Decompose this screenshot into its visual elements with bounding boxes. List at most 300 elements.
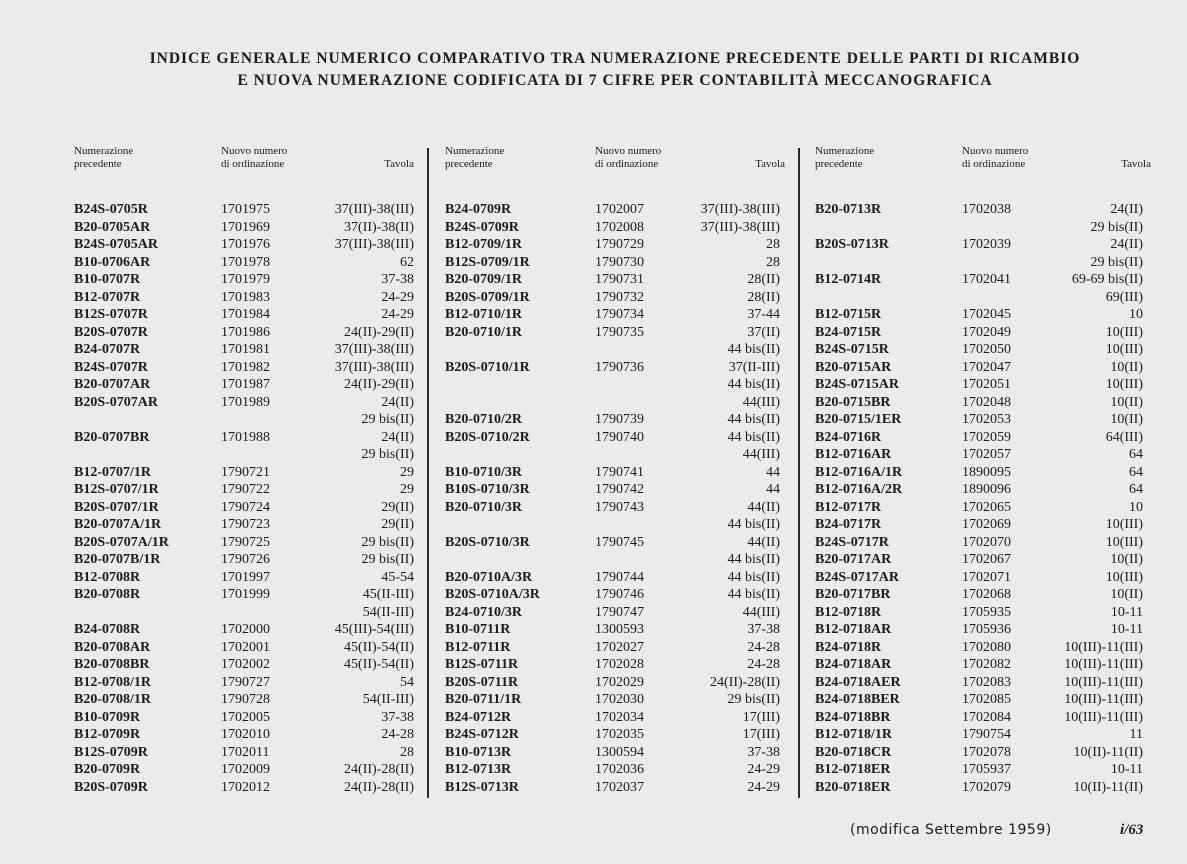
tavola-ref: 44 bis(II) xyxy=(727,552,780,567)
new-order-number: 1701979 xyxy=(221,272,270,287)
tavola-ref: 28(II) xyxy=(747,289,780,305)
table-row xyxy=(815,481,1152,499)
tavola-ref: 10(II) xyxy=(1110,552,1143,567)
previous-number: B12-0716A/2R xyxy=(815,482,903,497)
table-row xyxy=(815,429,1152,447)
table-row xyxy=(815,709,1152,727)
tavola-ref: 37-38 xyxy=(381,272,414,287)
previous-number: B24-0718AER xyxy=(815,674,901,690)
table-row xyxy=(74,324,419,342)
new-order-number: 1701981 xyxy=(221,342,270,357)
tavola-ref: 29 bis(II) xyxy=(361,447,414,462)
tavola-ref: 62 xyxy=(400,254,414,270)
tavola-ref: 29 bis(II) xyxy=(361,412,414,427)
tavola-ref: 10(III) xyxy=(1105,324,1143,340)
table-row xyxy=(445,236,785,254)
new-order-number: 1705937 xyxy=(962,762,1011,777)
tavola-ref: 24(II) xyxy=(381,394,414,410)
new-order-number: 1701989 xyxy=(221,394,270,410)
new-order-number: 1702083 xyxy=(962,674,1011,690)
tavola-ref: 28 xyxy=(766,237,780,252)
table-row xyxy=(74,779,419,797)
previous-number: B24S-0709R xyxy=(445,219,519,235)
header-new-line-2: di ordinazione xyxy=(595,158,659,170)
new-order-number: 1702041 xyxy=(962,272,1011,287)
new-order-number: 1702085 xyxy=(962,692,1011,707)
table-row xyxy=(445,289,785,307)
table-row xyxy=(815,604,1152,622)
table-row xyxy=(815,551,1152,569)
table-row xyxy=(445,306,785,324)
table-row xyxy=(74,744,419,762)
previous-number: B10S-0710/3R xyxy=(445,482,530,497)
new-order-number: 1702049 xyxy=(962,324,1011,340)
table-row xyxy=(74,236,419,254)
new-order-number: 1702027 xyxy=(595,639,644,655)
header-prev-line-1: Numerazione xyxy=(815,145,875,157)
previous-number: B20-0707BR xyxy=(74,429,150,445)
table-row xyxy=(445,779,785,797)
table-row xyxy=(74,691,419,709)
tavola-ref: 45(II-III) xyxy=(362,587,414,602)
new-order-number: 1702047 xyxy=(962,359,1011,375)
previous-number: B20-0718CR xyxy=(815,744,892,760)
tavola-ref: 24(II)-28(II) xyxy=(344,779,414,795)
new-order-number: 1790742 xyxy=(595,482,644,497)
table-row xyxy=(74,516,419,534)
previous-number: B20-0710A/3R xyxy=(445,569,533,585)
new-order-number: 1790746 xyxy=(595,587,644,602)
table-row xyxy=(815,254,1152,272)
tavola-ref: 37-38 xyxy=(747,622,780,637)
tavola-ref: 29 bis(II) xyxy=(727,692,780,707)
new-order-number: 1702050 xyxy=(962,342,1011,357)
new-order-number: 1790739 xyxy=(595,412,644,427)
tavola-ref: 44 bis(II) xyxy=(727,377,780,392)
table-row xyxy=(815,411,1152,429)
table-row xyxy=(815,324,1152,342)
new-order-number: 1890095 xyxy=(962,464,1011,480)
table-column-3 xyxy=(815,201,1152,796)
previous-number: B10-0711R xyxy=(445,622,511,637)
tavola-ref: 10-11 xyxy=(1110,762,1143,777)
previous-number: B10-0713R xyxy=(445,744,512,760)
table-row xyxy=(445,656,785,674)
new-order-number: 1790743 xyxy=(595,499,644,515)
new-order-number: 1702038 xyxy=(962,202,1011,217)
table-row xyxy=(74,394,419,412)
new-order-number: 1701999 xyxy=(221,587,270,602)
table-row xyxy=(445,744,785,762)
table-row xyxy=(445,446,785,464)
table-row xyxy=(74,359,419,377)
previous-number: B20S-0711R xyxy=(445,674,519,690)
table-row xyxy=(445,201,785,219)
tavola-ref: 37(III)-38(III) xyxy=(334,202,414,217)
new-order-number: 1702037 xyxy=(595,779,644,795)
tavola-ref: 44 xyxy=(766,464,780,480)
tavola-ref: 44 bis(II) xyxy=(727,429,780,445)
table-row xyxy=(445,324,785,342)
table-row xyxy=(74,271,419,289)
new-order-number: 1702002 xyxy=(221,657,270,672)
tavola-ref: 28 xyxy=(766,254,780,270)
table-column-1 xyxy=(74,201,419,796)
previous-number: B12-0711R xyxy=(445,639,511,655)
new-order-number: 1702067 xyxy=(962,552,1011,567)
tavola-ref: 29(II) xyxy=(381,499,414,515)
header-prev-line-2: precedente xyxy=(74,158,122,170)
previous-number: B12-0707/1R xyxy=(74,464,151,480)
new-order-number: 1702059 xyxy=(962,429,1011,445)
new-order-number: 1300594 xyxy=(595,744,644,760)
tavola-ref: 24-28 xyxy=(747,657,780,672)
tavola-ref: 44 bis(II) xyxy=(727,587,780,602)
table-column-2 xyxy=(445,201,785,796)
table-row xyxy=(445,429,785,447)
new-order-number: 1702008 xyxy=(595,219,644,235)
new-order-number: 1702053 xyxy=(962,412,1011,427)
table-row xyxy=(74,254,419,272)
previous-number: B20-0715/1ER xyxy=(815,412,902,427)
tavola-ref: 44 bis(II) xyxy=(727,569,780,585)
tavola-ref: 37(II-III) xyxy=(728,359,780,375)
table-row xyxy=(815,621,1152,639)
previous-number: B12-0718AR xyxy=(815,622,892,637)
table-row xyxy=(74,639,419,657)
previous-number: B12-0707R xyxy=(74,289,141,305)
table-row xyxy=(445,586,785,604)
tavola-ref: 10 xyxy=(1129,499,1143,515)
tavola-ref: 10(II) xyxy=(1110,587,1143,602)
header-new-line-2: di ordinazione xyxy=(221,158,285,170)
tavola-ref: 24-28 xyxy=(381,727,414,742)
previous-number: B24S-0717AR xyxy=(815,569,900,585)
tavola-ref: 24-28 xyxy=(747,639,780,655)
previous-number: B20-0718ER xyxy=(815,779,891,795)
previous-number: B12-0710/1R xyxy=(445,307,522,322)
previous-number: B12S-0709/1R xyxy=(445,254,530,270)
table-row xyxy=(445,569,785,587)
tavola-ref: 10(II)-11(II) xyxy=(1073,779,1143,795)
table-row xyxy=(815,744,1152,762)
table-row xyxy=(815,359,1152,377)
tavola-ref: 24(II) xyxy=(1110,237,1143,252)
new-order-number: 1790734 xyxy=(595,307,644,322)
previous-number: B12S-0707/1R xyxy=(74,482,159,497)
table-row xyxy=(74,446,419,464)
table-row xyxy=(74,411,419,429)
previous-number: B12-0716A/1R xyxy=(815,464,903,480)
table-row xyxy=(445,499,785,517)
new-order-number: 1701975 xyxy=(221,202,270,217)
table-row xyxy=(815,639,1152,657)
previous-number: B24-0709R xyxy=(445,202,512,217)
tavola-ref: 44(III) xyxy=(742,604,780,620)
previous-number: B20-0710/2R xyxy=(445,412,522,427)
new-order-number: 1790729 xyxy=(595,237,644,252)
tavola-ref: 37(III)-38(III) xyxy=(334,342,414,357)
header-prev-line-2: precedente xyxy=(815,158,863,170)
new-order-number: 1702005 xyxy=(221,709,270,725)
tavola-ref: 29 xyxy=(400,482,414,497)
revision-note: (modifica Settembre 1959) xyxy=(850,822,1052,838)
tavola-ref: 64 xyxy=(1129,447,1143,462)
table-row xyxy=(815,516,1152,534)
table-row xyxy=(815,586,1152,604)
previous-number: B20-0709/1R xyxy=(445,272,522,287)
new-order-number: 1702001 xyxy=(221,639,270,655)
previous-number: B20-0715AR xyxy=(815,359,892,375)
table-row xyxy=(445,516,785,534)
previous-number: B12S-0707R xyxy=(74,307,148,322)
table-row xyxy=(74,201,419,219)
table-row xyxy=(74,586,419,604)
new-order-number: 1790721 xyxy=(221,464,270,480)
table-row xyxy=(445,726,785,744)
table-row xyxy=(445,621,785,639)
previous-number: B10-0707R xyxy=(74,272,141,287)
new-order-number: 1790744 xyxy=(595,569,644,585)
previous-number: B20-0715BR xyxy=(815,394,891,410)
table-row xyxy=(74,534,419,552)
new-order-number: 1790747 xyxy=(595,604,644,620)
new-order-number: 1790727 xyxy=(221,674,270,690)
new-order-number: 1702034 xyxy=(595,709,644,725)
previous-number: B20S-0713R xyxy=(815,237,889,252)
tavola-ref: 10(III)-11(III) xyxy=(1064,709,1143,725)
table-row xyxy=(815,446,1152,464)
table-row xyxy=(445,709,785,727)
page-title-line-1: INDICE GENERALE NUMERICO COMPARATIVO TRA NUMERAZIONE PRECEDENTE DELLE PARTI DI RICAMBIO xyxy=(149,50,1081,67)
tavola-ref: 64 xyxy=(1129,482,1143,497)
tavola-ref: 29 bis(II) xyxy=(1090,219,1143,235)
table-row xyxy=(445,481,785,499)
tavola-ref: 37(II)-38(II) xyxy=(344,219,414,235)
previous-number: B12-0718R xyxy=(815,604,882,620)
header-tavola: Tavola xyxy=(384,158,414,170)
tavola-ref: 11 xyxy=(1129,727,1143,742)
header-prev-line-1: Numerazione xyxy=(445,145,505,157)
previous-number: B20-0710/1R xyxy=(445,324,522,340)
previous-number: B20-0711/1R xyxy=(445,692,522,707)
previous-number: B20S-0710A/3R xyxy=(445,587,540,602)
table-row xyxy=(74,429,419,447)
header-prev-line-1: Numerazione xyxy=(74,145,134,157)
tavola-ref: 24-29 xyxy=(381,289,414,305)
tavola-ref: 24-29 xyxy=(381,307,414,322)
previous-number: B20-0705AR xyxy=(74,219,151,235)
tavola-ref: 44(II) xyxy=(747,534,780,550)
previous-number: B12-0708/1R xyxy=(74,674,151,690)
new-order-number: 1705936 xyxy=(962,622,1011,637)
tavola-ref: 45(II)-54(II) xyxy=(344,639,414,655)
tavola-ref: 10(III)-11(III) xyxy=(1064,639,1143,655)
tavola-ref: 44 bis(II) xyxy=(727,342,780,357)
tavola-ref: 24(II)-28(II) xyxy=(344,762,414,777)
tavola-ref: 24-29 xyxy=(747,762,780,777)
new-order-number: 1790723 xyxy=(221,517,270,532)
header-prev-line-2: precedente xyxy=(445,158,493,170)
previous-number: B20-0708AR xyxy=(74,639,151,655)
tavola-ref: 64(III) xyxy=(1105,429,1143,445)
table-row xyxy=(445,254,785,272)
table-row xyxy=(445,761,785,779)
table-row xyxy=(815,674,1152,692)
new-order-number: 1702030 xyxy=(595,692,644,707)
previous-number: B12S-0711R xyxy=(445,657,519,672)
tavola-ref: 10-11 xyxy=(1110,622,1143,637)
tavola-ref: 37(II) xyxy=(747,324,780,340)
previous-number: B20-0708BR xyxy=(74,657,150,672)
table-row xyxy=(445,674,785,692)
previous-number: B24-0715R xyxy=(815,324,882,340)
tavola-ref: 10(III)-11(III) xyxy=(1064,674,1143,690)
tavola-ref: 28(II) xyxy=(747,272,780,287)
table-row xyxy=(815,376,1152,394)
new-order-number: 1701986 xyxy=(221,324,270,340)
tavola-ref: 45-54 xyxy=(381,569,414,585)
previous-number: B10-0706AR xyxy=(74,254,151,270)
column-divider-2 xyxy=(798,148,800,798)
tavola-ref: 10(III) xyxy=(1105,569,1143,585)
new-order-number: 1702036 xyxy=(595,762,644,777)
new-order-number: 1701997 xyxy=(221,569,270,585)
previous-number: B20S-0707/1R xyxy=(74,499,159,515)
table-row xyxy=(815,394,1152,412)
table-row xyxy=(74,464,419,482)
new-order-number: 1702007 xyxy=(595,202,644,217)
previous-number: B20-0717AR xyxy=(815,552,892,567)
previous-number: B20S-0709/1R xyxy=(445,289,530,305)
table-row xyxy=(815,779,1152,797)
table-row xyxy=(445,604,785,622)
previous-number: B20S-0707AR xyxy=(74,394,159,410)
header-new-line-1: Nuovo numero xyxy=(221,145,288,157)
previous-number: B24S-0715R xyxy=(815,342,889,357)
new-order-number: 1702012 xyxy=(221,779,270,795)
tavola-ref: 37(III)-38(III) xyxy=(334,237,414,252)
table-row xyxy=(74,674,419,692)
table-row xyxy=(815,499,1152,517)
table-row xyxy=(815,534,1152,552)
tavola-ref: 29 bis(II) xyxy=(1090,254,1143,270)
table-row xyxy=(74,376,419,394)
previous-number: B10-0709R xyxy=(74,709,141,725)
new-order-number: 1702010 xyxy=(221,727,270,742)
table-row xyxy=(815,726,1152,744)
new-order-number: 1790724 xyxy=(221,499,270,515)
tavola-ref: 64 xyxy=(1129,464,1143,480)
previous-number: B20-0707AR xyxy=(74,377,151,392)
tavola-ref: 45(III)-54(III) xyxy=(334,622,414,637)
table-row xyxy=(74,341,419,359)
new-order-number: 1701984 xyxy=(221,307,270,322)
previous-number: B12S-0709R xyxy=(74,744,148,760)
table-row xyxy=(815,464,1152,482)
tavola-ref: 37-44 xyxy=(747,307,780,322)
previous-number: B24-0712R xyxy=(445,709,512,725)
new-order-number: 1702084 xyxy=(962,709,1011,725)
previous-number: B24-0718BER xyxy=(815,692,900,707)
tavola-ref: 29 bis(II) xyxy=(361,534,414,550)
new-order-number: 1702035 xyxy=(595,727,644,742)
new-order-number: 1701988 xyxy=(221,429,270,445)
tavola-ref: 69(III) xyxy=(1105,289,1143,305)
tavola-ref: 10(II) xyxy=(1110,412,1143,427)
previous-number: B24-0716R xyxy=(815,429,882,445)
new-order-number: 1702069 xyxy=(962,517,1011,532)
tavola-ref: 29(II) xyxy=(381,517,414,532)
table-row xyxy=(815,569,1152,587)
table-row xyxy=(74,709,419,727)
new-order-number: 1702000 xyxy=(221,622,270,637)
tavola-ref: 37(III)-38(III) xyxy=(334,359,414,375)
previous-number: B20-0713R xyxy=(815,202,882,217)
table-row xyxy=(815,656,1152,674)
table-row xyxy=(445,219,785,237)
previous-number: B10-0710/3R xyxy=(445,464,522,480)
table-row xyxy=(74,551,419,569)
tavola-ref: 29 xyxy=(400,464,414,480)
tavola-ref: 10(III) xyxy=(1105,534,1143,550)
new-order-number: 1790735 xyxy=(595,324,644,340)
tavola-ref: 24-29 xyxy=(747,779,780,795)
tavola-ref: 69-69 bis(II) xyxy=(1071,272,1143,287)
new-order-number: 1702039 xyxy=(962,237,1011,252)
new-order-number: 1705935 xyxy=(962,604,1011,620)
previous-number: B12-0709R xyxy=(74,727,141,742)
table-row xyxy=(815,691,1152,709)
previous-number: B12-0713R xyxy=(445,762,512,777)
tavola-ref: 24(II) xyxy=(1110,202,1143,217)
tavola-ref: 28 xyxy=(400,744,414,760)
table-row xyxy=(74,481,419,499)
previous-number: B20S-0707R xyxy=(74,324,148,340)
table-row xyxy=(445,411,785,429)
table-row xyxy=(74,761,419,779)
previous-number: B24S-0712R xyxy=(445,727,519,742)
table-row xyxy=(74,656,419,674)
new-order-number: 1702011 xyxy=(221,744,270,760)
new-order-number: 1790754 xyxy=(962,727,1011,742)
tavola-ref: 29 bis(II) xyxy=(361,552,414,567)
new-order-number: 1300593 xyxy=(595,622,644,637)
new-order-number: 1702057 xyxy=(962,447,1011,462)
previous-number: B20S-0710/3R xyxy=(445,534,530,550)
table-row xyxy=(74,621,419,639)
table-row xyxy=(815,219,1152,237)
new-order-number: 1702065 xyxy=(962,499,1011,515)
new-order-number: 1790741 xyxy=(595,464,644,480)
tavola-ref: 44(III) xyxy=(742,394,780,410)
previous-number: B20S-0707A/1R xyxy=(74,534,169,550)
previous-number: B12-0718/1R xyxy=(815,727,892,742)
new-order-number: 1701983 xyxy=(221,289,270,305)
table-row xyxy=(445,394,785,412)
previous-number: B20S-0710/1R xyxy=(445,359,530,375)
previous-number: B12-0717R xyxy=(815,499,882,515)
previous-number: B24-0707R xyxy=(74,342,141,357)
table-row xyxy=(815,341,1152,359)
tavola-ref: 10-11 xyxy=(1110,604,1143,620)
previous-number: B24S-0705AR xyxy=(74,237,159,252)
previous-number: B12-0709/1R xyxy=(445,237,522,252)
previous-number: B20-0707B/1R xyxy=(74,552,161,567)
table-row xyxy=(445,534,785,552)
tavola-ref: 24(II)-29(II) xyxy=(344,324,414,340)
tavola-ref: 37-38 xyxy=(747,744,780,760)
